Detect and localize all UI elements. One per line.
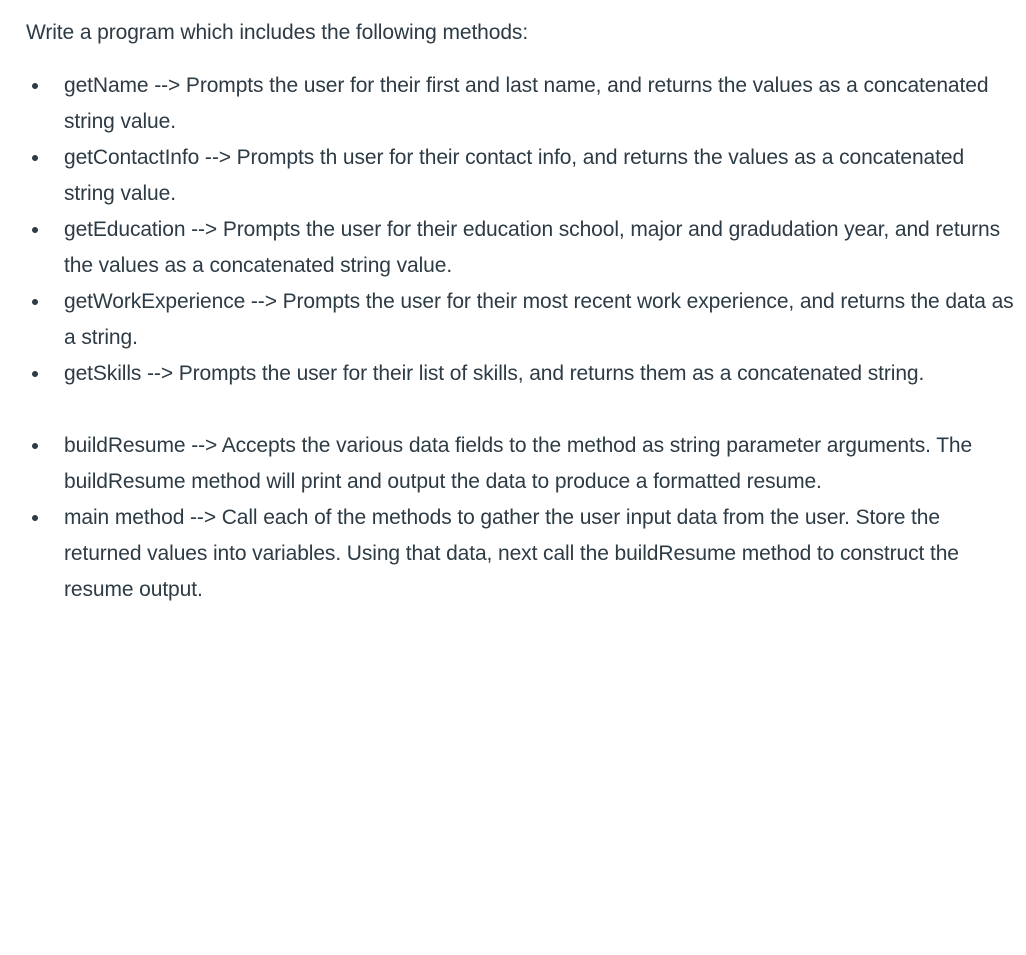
- method-text: buildResume --> Accepts the various data fields to the method as string parameter arguments. The buildResume method will print and output the data to produce a formatted resume.: [64, 434, 973, 493]
- list-item-getcontactinfo: [26, 140, 1016, 212]
- methods-list: [26, 68, 1016, 608]
- bullet-icon: [32, 83, 38, 89]
- bullet-icon: [32, 515, 38, 521]
- bullet-icon: [32, 443, 38, 449]
- list-item-getname: [26, 68, 1016, 140]
- method-text: getContactInfo --> Prompts th user for their contact info, and returns the values as a concatenated string value.: [64, 146, 965, 205]
- list-item-geteducation: [26, 212, 1016, 284]
- bullet-icon: [32, 155, 38, 161]
- list-item-getskills: [26, 356, 1016, 392]
- method-text: main method --> Call each of the methods to gather the user input data from the user. Store the returned values into variables. Using that data, next call the buildResume method to construct the resume output.: [64, 506, 959, 601]
- assignment-content: [26, 16, 1016, 608]
- list-item-main-method: [26, 500, 1016, 608]
- method-text: getWorkExperience --> Prompts the user for their most recent work experience, and returns the data as a string.: [64, 290, 1014, 349]
- list-item-buildresume: [26, 428, 1016, 500]
- bullet-icon: [32, 371, 38, 377]
- method-text: getSkills --> Prompts the user for their list of skills, and returns them as a concatenated string.: [64, 362, 925, 385]
- bullet-icon: [32, 299, 38, 305]
- list-item-getworkexperience: [26, 284, 1016, 356]
- intro-text: Write a program which includes the following methods:: [26, 21, 529, 44]
- method-text: getName --> Prompts the user for their first and last name, and returns the values as a concatenated string value.: [64, 74, 989, 133]
- bullet-icon: [32, 227, 38, 233]
- method-text: getEducation --> Prompts the user for their education school, major and gradudation year, and returns the values as a concatenated string value.: [64, 218, 1001, 277]
